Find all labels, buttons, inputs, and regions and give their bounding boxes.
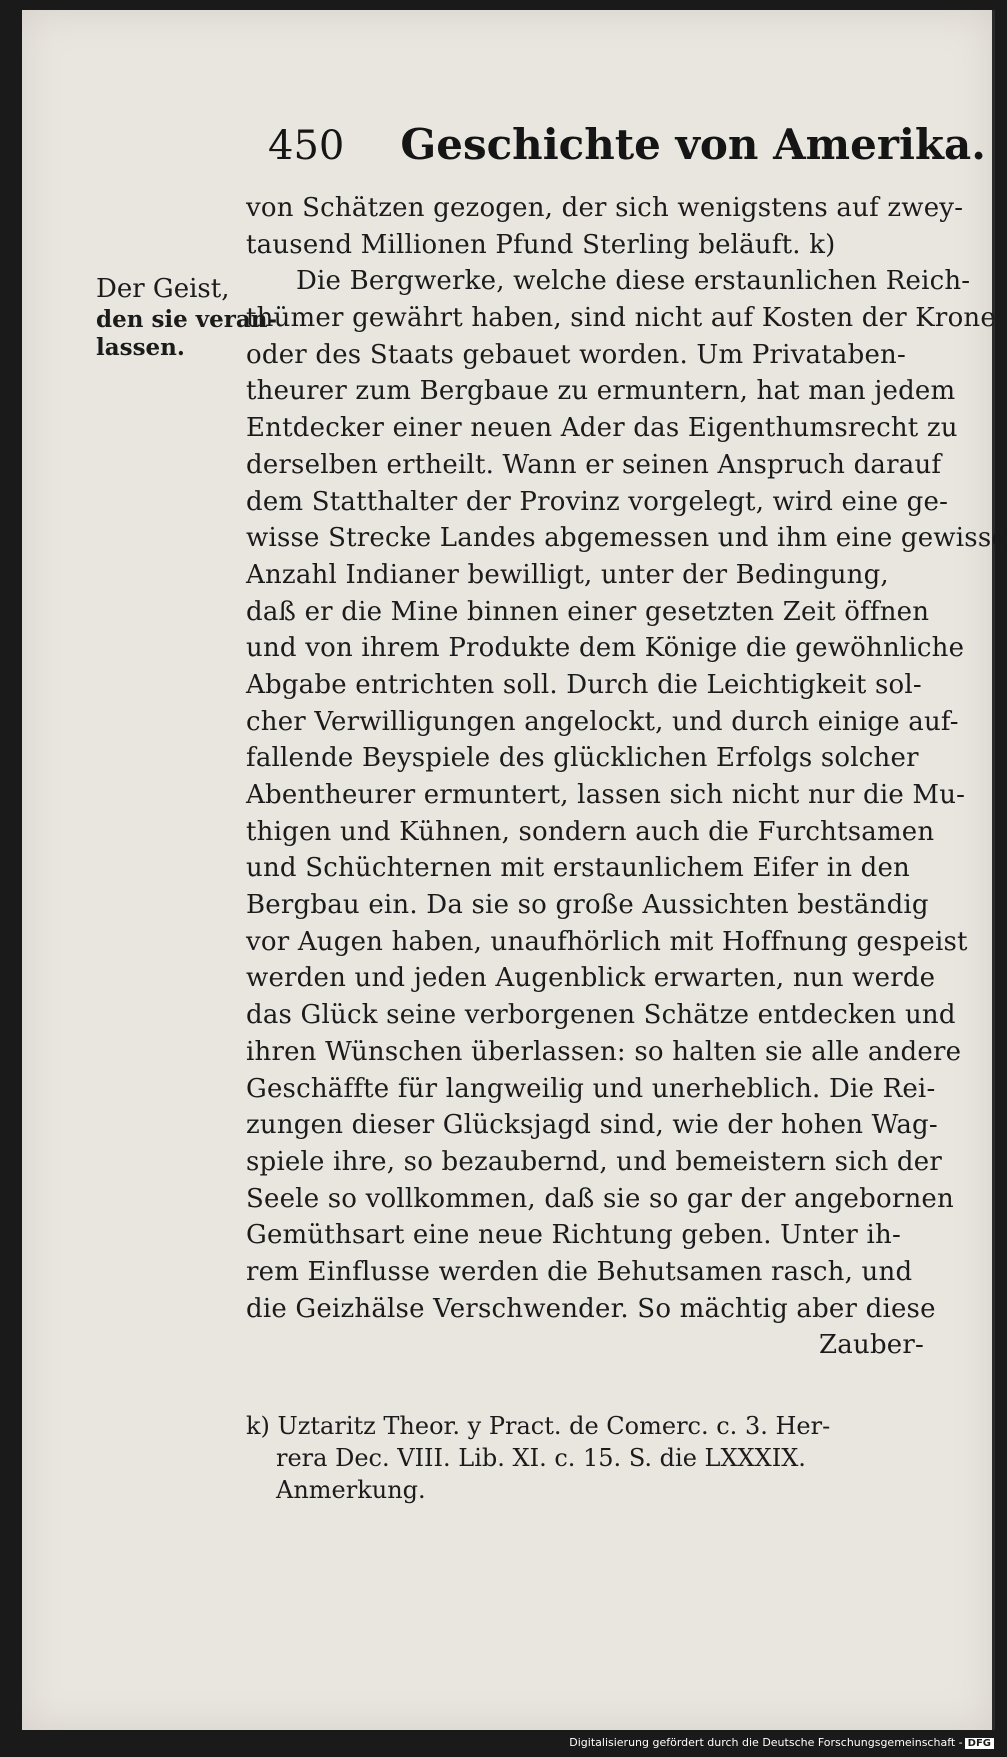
text-line: das Glück seine verborgenen Schätze entdecken und [246,1000,956,1031]
text-line: daß er die Mine binnen einer gesetzten Zeit öffnen [246,596,930,627]
marginal-note-line: den sie veran- [96,306,278,333]
marginal-note-line: Der Geist, [96,274,230,304]
running-title: Geschichte von Amerika. [400,120,986,169]
credit-text: Digitalisierung gefördert durch die Deutsche Forschungsgemeinschaft - [569,1736,963,1749]
text-line: rem Einflusse werden die Behutsamen rasch, und [246,1256,913,1287]
footnote-line: k) Uztaritz Theor. y Pract. de Comerc. c. 3. Her- [246,1412,831,1440]
text-line: wisse Strecke Landes abgemessen und ihm eine gewisse [246,523,1007,554]
text-line: thümer gewährt haben, sind nicht auf Kosten der Krone [246,303,996,334]
marginal-note [96,272,278,362]
text-line: Geschäffte für langweilig und unerheblich. Die Rei- [246,1073,936,1104]
text-line: cher Verwilligungen angelockt, und durch einige auf- [246,706,959,737]
catchword: Zauber- [819,1330,924,1361]
body-text [246,190,1007,1364]
text-line: tausend Millionen Pfund Sterling beläuft. k) [246,229,836,260]
text-line: Bergbau ein. Da sie so große Aussichten beständig [246,890,929,921]
text-line: und Schüchternen mit erstaunlichem Eifer in den [246,853,910,884]
text-line: spiele ihre, so bezaubernd, und bemeistern sich der [246,1146,942,1177]
text-line: dem Statthalter der Provinz vorgelegt, wird eine ge- [246,486,949,517]
text-line: theurer zum Bergbaue zu ermuntern, hat man jedem [246,376,956,407]
text-line: Gemüthsart eine neue Richtung geben. Unter ih- [246,1220,901,1251]
text-line: von Schätzen gezogen, der sich wenigstens auf zwey- [246,193,964,223]
text-line: Abentheurer ermuntert, lassen sich nicht nur die Mu- [246,780,966,810]
text-line: Entdecker einer neuen Ader das Eigenthumsrecht zu [246,413,958,444]
text-line: Anzahl Indianer bewilligt, unter der Bedingung, [246,559,889,590]
footnote-line: Anmerkung. [276,1476,426,1504]
text-line: vor Augen haben, unaufhörlich mit Hoffnung gespeist [246,926,968,957]
marginal-note-line: lassen. [96,334,185,361]
footnote-line: rera Dec. VIII. Lib. XI. c. 15. S. die LXXXIX. [276,1444,806,1472]
footnote [246,1410,926,1506]
text-line: thigen und Kühnen, sondern auch die Furchtsamen [246,816,935,847]
text-line: fallende Beyspiele des glücklichen Erfolgs solcher [246,743,919,774]
page-number: 450 [268,123,345,169]
text-line: derselben ertheilt. Wann er seinen Anspruch darauf [246,449,942,480]
text-line: die Geizhälse Verschwender. So mächtig aber diese [246,1293,936,1324]
text-line: ihren Wünschen überlassen: so halten sie alle andere [246,1036,962,1067]
text-line: oder des Staats gebauet worden. Um Privataben- [246,339,906,370]
text-line: Die Bergwerke, welche diese erstaunlichen Reich- [296,266,971,297]
text-line: werden und jeden Augenblick erwarten, nun werde [246,963,936,994]
dfg-logo: DFG [965,1738,994,1749]
text-line: Abgabe entrichten soll. Durch die Leichtigkeit sol- [246,669,922,700]
digitization-credit [569,1736,994,1749]
text-line: Seele so vollkommen, daß sie so gar der angebornen [246,1183,954,1214]
text-line: und von ihrem Produkte dem Könige die gewöhnliche [246,633,965,664]
page-header [268,120,986,169]
text-line: zungen dieser Glücksjagd sind, wie der hohen Wag- [246,1110,938,1141]
